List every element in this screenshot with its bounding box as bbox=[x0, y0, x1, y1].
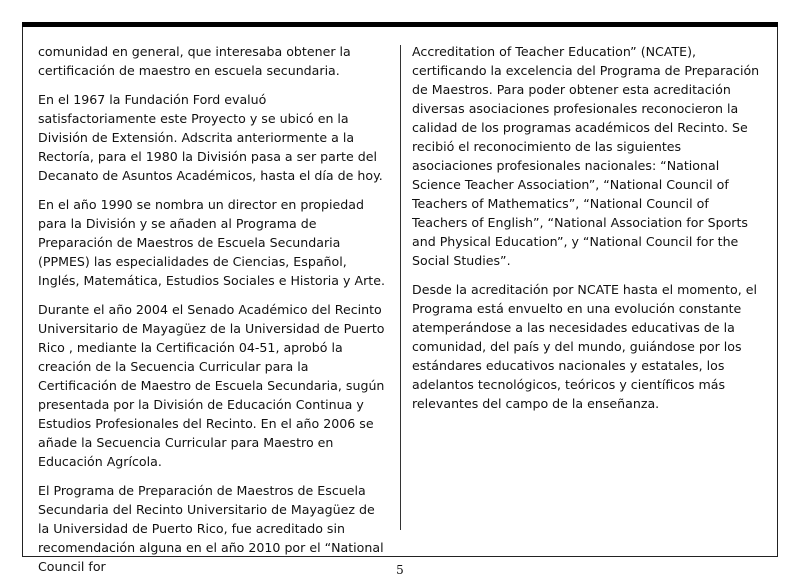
paragraph: Accreditation of Teacher Education” (NCATE), certificando la excelencia del Programa de Preparación de Maestros. Para poder obtener esta acreditación diversas asociaciones profesionales reconocieron la calidad de los programas académicos del Recinto. Se recibió el reconocimiento de las siguientes asociaciones profesionales nacionales: “National Science Teacher Association”, “National Council of Teachers of Mathematics”, “National Council of Teachers of English”, “National Association for Sports and Physical Education”, y “National Council for the Social Studies”. bbox=[412, 44, 760, 268]
paragraph: En el 1967 la Fundación Ford evaluó satisfactoriamente este Proyecto y se ubicó en la División de Extensión. Adscrita anteriormente a la Rectoría, para el 1980 la División pasa a ser parte del Decanato de Asuntos Académicos, hasta el día de hoy. bbox=[38, 92, 383, 183]
paragraph: El Programa de Preparación de Maestros de Escuela Secundaria del Recinto Universitario de Mayagüez de la Universidad de Puerto Rico, fue acreditado sin recomendación alguna en el año 2010 por el “National Council for bbox=[38, 483, 384, 574]
paragraph: En el año 1990 se nombra un director en propiedad para la División y se añaden al Programa de Preparación de Maestros de Escuela Secundaria (PPMES) las especialidades de Ciencias, Español, Inglés, Matemática, Estudios Sociales e Historia y Arte. bbox=[38, 197, 385, 288]
paragraph: Durante el año 2004 el Senado Académico del Recinto Universitario de Mayagüez de la Universidad de Puerto Rico , mediante la Certificación 04-51, aprobó la creación de la Secuencia Curricular para la Certificación de Maestro de Escuela Secundaria, sugún presentada por la División de Educación Continua y Estudios Profesionales del Recinto. En el año 2006 se añade la Secuencia Curricular para Maestro en Educación Agrícola. bbox=[38, 302, 385, 469]
paragraph: comunidad en general, que interesaba obtener la certificación de maestro en escuela secundaria. bbox=[38, 44, 351, 78]
column-divider bbox=[400, 45, 401, 530]
paragraph: Desde la acreditación por NCATE hasta el momento, el Programa está envuelto en una evolución constante atemperándose a las necesidades educativas de la comunidad, del país y del mundo, guiándose por los estándares educativos nacionales y estatales, los adelantos tecnológicos, teóricos y científicos más relevantes del campo de la enseñanza. bbox=[412, 282, 757, 411]
left-column bbox=[38, 42, 388, 586]
page-number: 5 bbox=[396, 563, 404, 577]
right-column bbox=[412, 42, 760, 423]
